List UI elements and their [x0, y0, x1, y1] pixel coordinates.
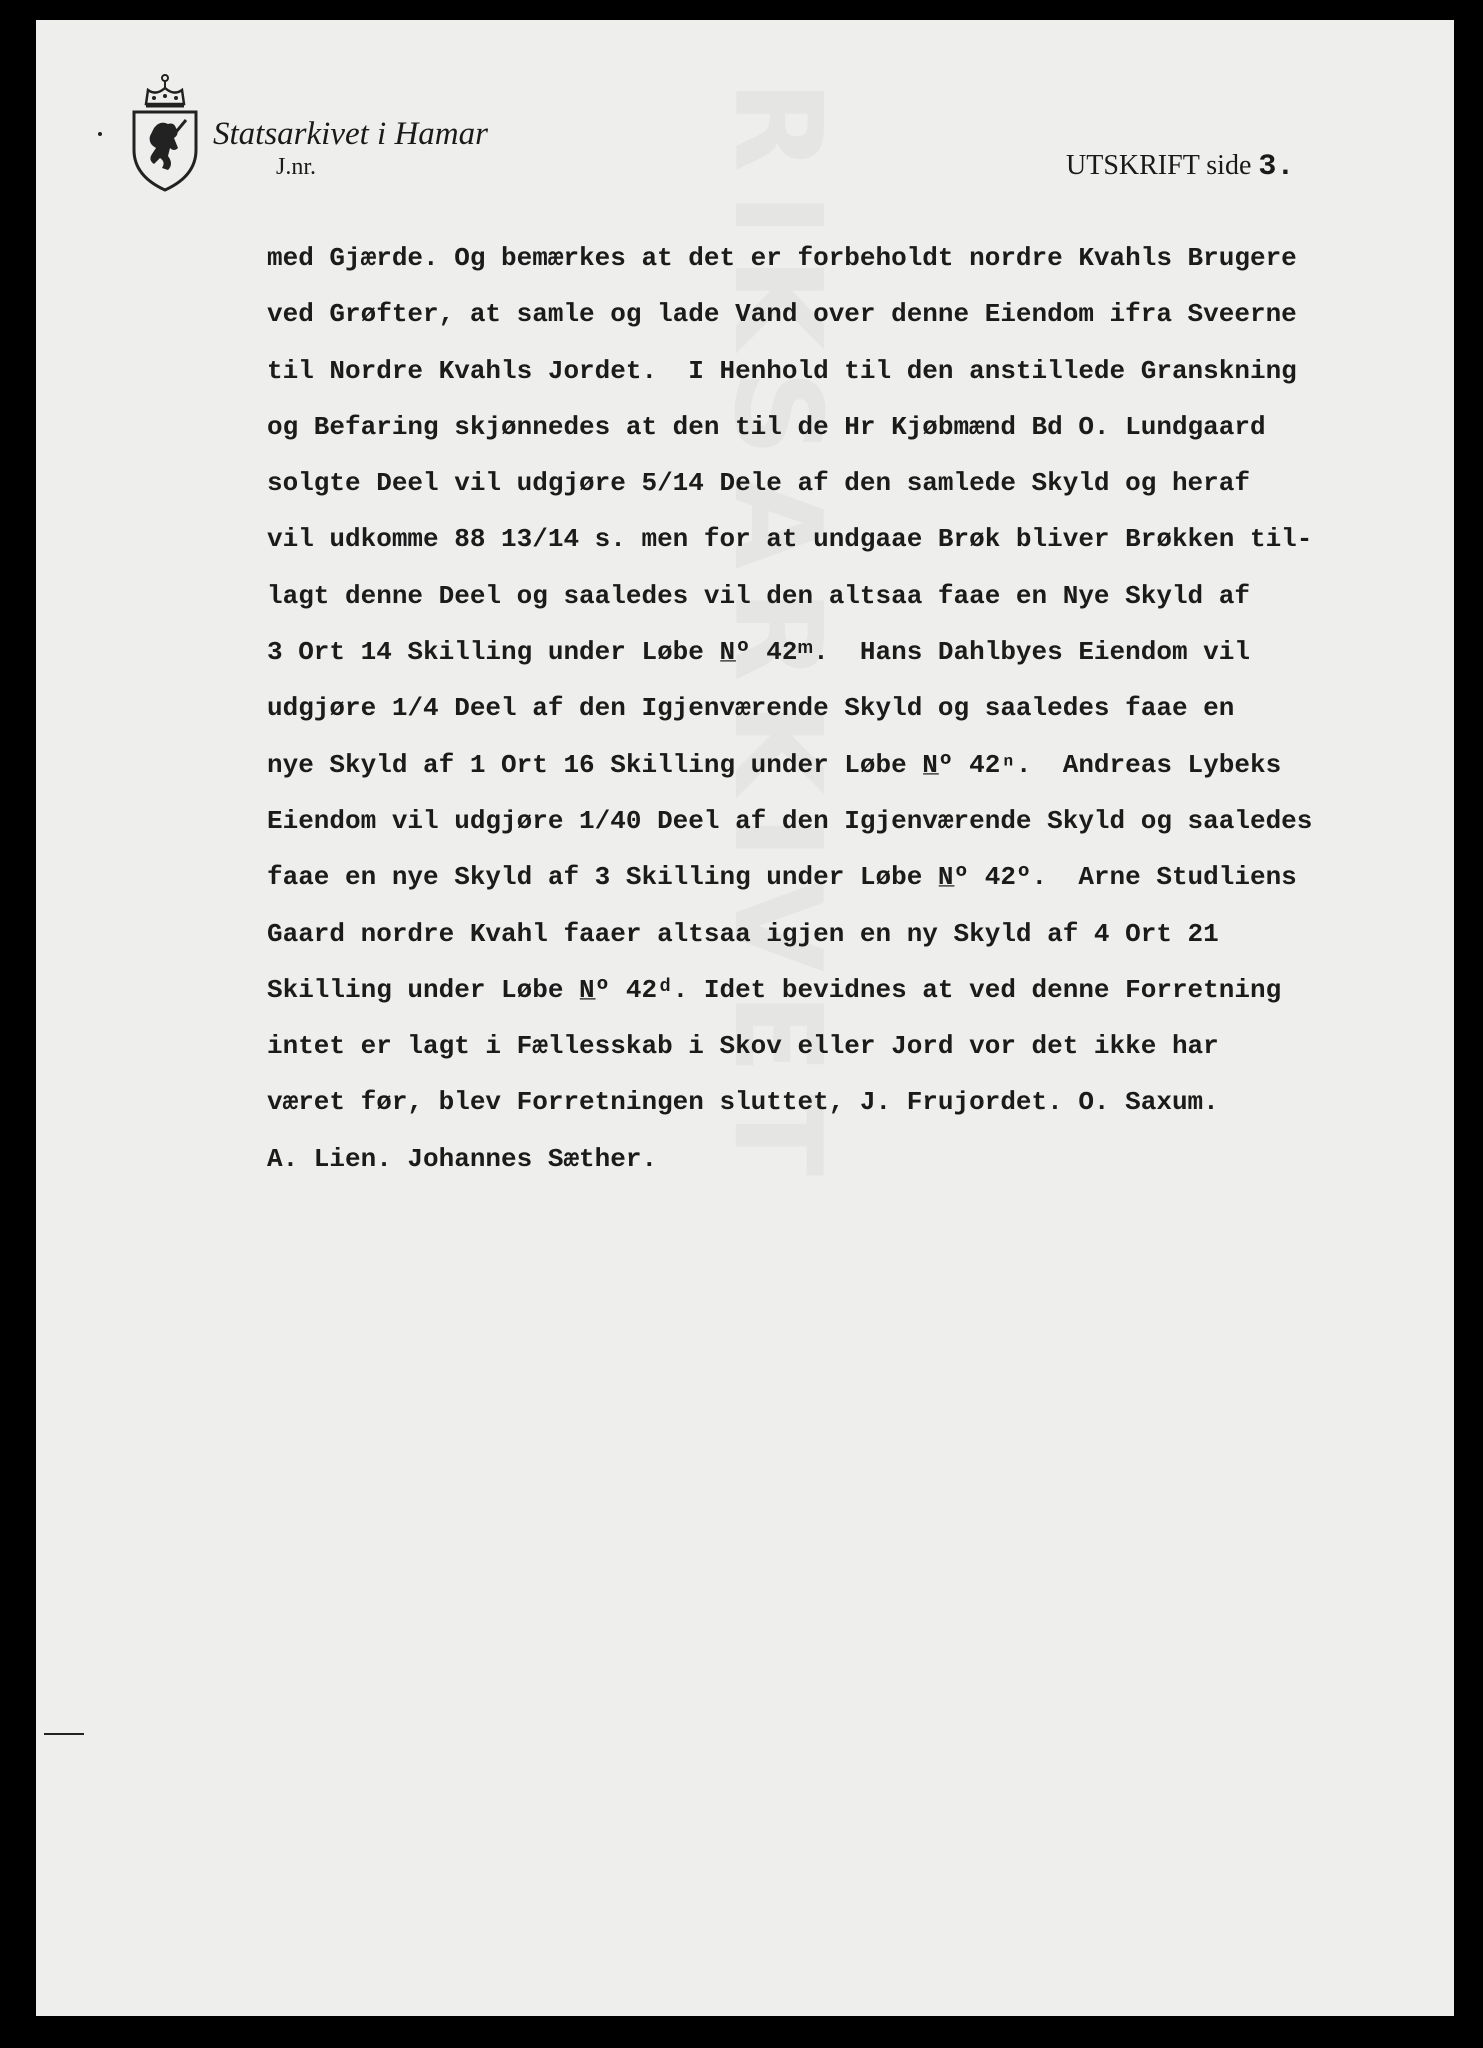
text-line: vil udkomme 88 13/14 s. men for at undgaae Brøk bliver Brøkken til-	[267, 524, 1313, 555]
text-line: A. Lien. Johannes Sæther.	[267, 1143, 658, 1174]
text-line: Eiendom vil udgjøre 1/40 Deel af den Igjenværende Skyld og saaledes	[267, 805, 1313, 836]
margin-dot	[98, 132, 102, 136]
document-body	[267, 230, 1437, 1187]
background-watermark: RIKSARKIVET	[707, 80, 846, 1197]
page-number: 3.	[1258, 150, 1295, 184]
text-line: nye Skyld af 1 Ort 16 Skilling under Løbe N̲º 42ⁿ. Andreas Lybeks	[267, 749, 1282, 780]
text-line: til Nordre Kvahls Jordet. I Henhold til den anstillede Granskning	[267, 355, 1297, 386]
institution-name: Statsarkivet i Hamar	[213, 116, 488, 152]
journal-number-label: J.nr.	[276, 154, 317, 180]
text-line: ved Grøfter, at samle og lade Vand over denne Eiendom ifra Sveerne	[267, 299, 1297, 330]
text-line: intet er lagt i Fællesskab i Skov eller Jord vor det ikke har	[267, 1031, 1219, 1062]
coat-of-arms-icon	[128, 72, 202, 192]
text-line: 3 Ort 14 Skilling under Løbe N̲º 42ᵐ. Hans Dahlbyes Eiendom vil	[267, 637, 1250, 668]
text-line: faae en nye Skyld af 3 Skilling under Løbe N̲º 42º. Arne Studliens	[267, 862, 1297, 893]
text-line: Gaard nordre Kvahl faaer altsaa igjen en ny Skyld af 4 Ort 21	[267, 918, 1219, 949]
text-line: med Gjærde. Og bemærkes at det er forbeholdt nordre Kvahls Brugere	[267, 243, 1297, 273]
text-line: og Befaring skjønnedes at den til de Hr Kjøbmænd Bd O. Lundgaard	[267, 411, 1266, 442]
utskrift-label: UTSKRIFT side	[1066, 150, 1252, 181]
fold-mark	[44, 1733, 84, 1735]
page-header-right	[1066, 150, 1294, 184]
text-line: udgjøre 1/4 Deel af den Igjenværende Skyld og saaledes faae en	[267, 693, 1235, 724]
document-page	[36, 20, 1454, 2016]
text-line: solgte Deel vil udgjøre 5/14 Dele af den samlede Skyld og heraf	[267, 468, 1250, 499]
text-line: lagt denne Deel og saaledes vil den altsaa faae en Nye Skyld af	[267, 580, 1250, 611]
text-line: været før, blev Forretningen sluttet, J. Frujordet. O. Saxum.	[267, 1087, 1219, 1118]
text-line: Skilling under Løbe N̲º 42ᵈ. Idet bevidnes at ved denne Forretning	[267, 974, 1282, 1005]
